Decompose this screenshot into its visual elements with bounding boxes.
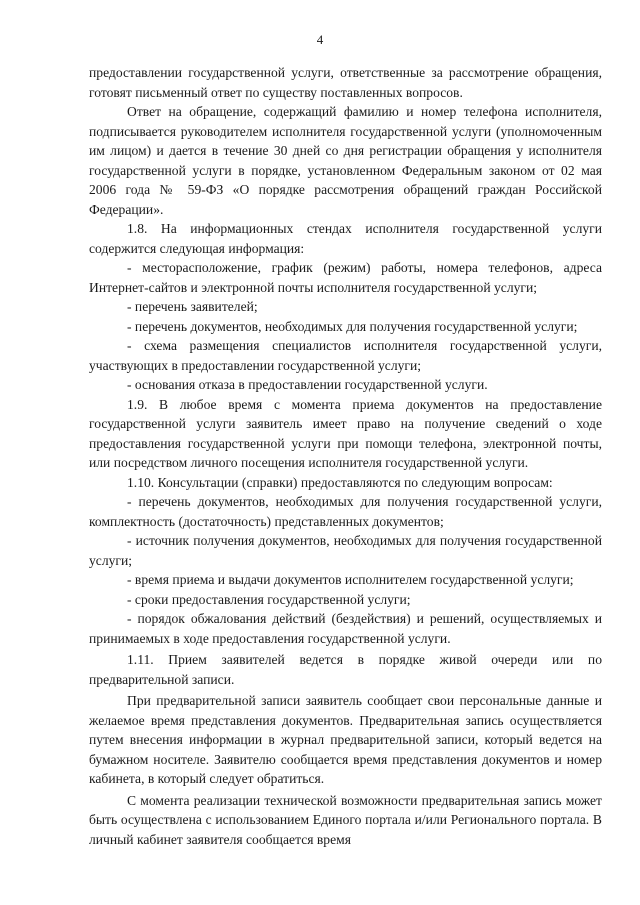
list-item-reception-time: - время приема и выдачи документов исполнителем государственной услуги; [127, 572, 574, 587]
list-item-documents: - перечень документов, необходимых для получения государственной услуги; [127, 318, 578, 334]
list-item-location: - месторасположение, график (режим) работы, номера телефонов, адреса Интернет-сайтов и электронной почты исполнителя государственной услуги; [89, 260, 602, 295]
document-body [89, 63, 602, 849]
paragraph-portal: С момента реализации технической возможности предварительная запись может быть осуществлена с использованием Единого портала и/или Регионального портала. В личный кабинет заявителя сообщается время [89, 792, 602, 847]
paragraph-1-11: 1.11. Прием заявителей ведется в порядке живой очереди или по предварительной записи. [89, 652, 602, 687]
page-number: 4 [316, 32, 324, 47]
list-item-source: - источник получения документов, необходимых для получения государственной услуги; [89, 533, 602, 568]
list-item-appeal: - порядок обжалования действий (бездействия) и решений, осуществляемых и принимаемых в ходе предоставления государственной услуги. [89, 611, 602, 646]
paragraph-response: Ответ на обращение, содержащий фамилию и номер телефона исполнителя, подписывается руководителем исполнителя государственной услуги (уполномоченным им лицом) и дается в течение 30 дней со дня регистрации обращения у исполнителя государственной услуги в порядке, установленном Федеральным законом от 02 мая 2006 года № 59-ФЗ «О порядке рассмотрения обращений граждан Российской Федерации». [89, 104, 602, 217]
paragraph-pre-registration: При предварительной записи заявитель сообщает свои персональные данные и желаемое время представления документов. Предварительная запись осуществляется путем внесения информации в журнал предварительной записи, который ведется на бумажном носителе. Заявителю сообщается время представления документов и номер кабинета, в который следует обратиться. [89, 693, 602, 786]
list-item-applicants: - перечень заявителей; [127, 299, 258, 314]
list-item-terms: - сроки предоставления государственной услуги; [127, 591, 411, 607]
paragraph-continuation: предоставлении государственной услуги, ответственные за рассмотрение обращения, готовят письменный ответ по существу поставленных вопросов. [89, 65, 602, 100]
list-item-refusal: - основания отказа в предоставлении государственной услуги. [127, 377, 488, 392]
paragraph-1-9: 1.9. В любое время с момента приема документов на предоставление государственной услуги заявитель имеет право на получение сведений о ходе предоставления государственной услуги при помощи телефона, электронной почты, или посредством личного посещения исполнителя государственной услуги. [89, 396, 602, 470]
paragraph-1-8: 1.8. На информационных стендах исполнителя государственной услуги содержится следующая информация: [89, 221, 602, 256]
list-item-layout: - схема размещения специалистов исполнителя государственной услуги, участвующих в предоставлении государственной услуги; [89, 338, 602, 373]
paragraph-1-10: 1.10. Консультации (справки) предоставляются по следующим вопросам: [127, 474, 553, 490]
list-item-completeness: - перечень документов, необходимых для получения государственной услуги, комплектность (достаточность) представленных документов; [89, 494, 602, 529]
